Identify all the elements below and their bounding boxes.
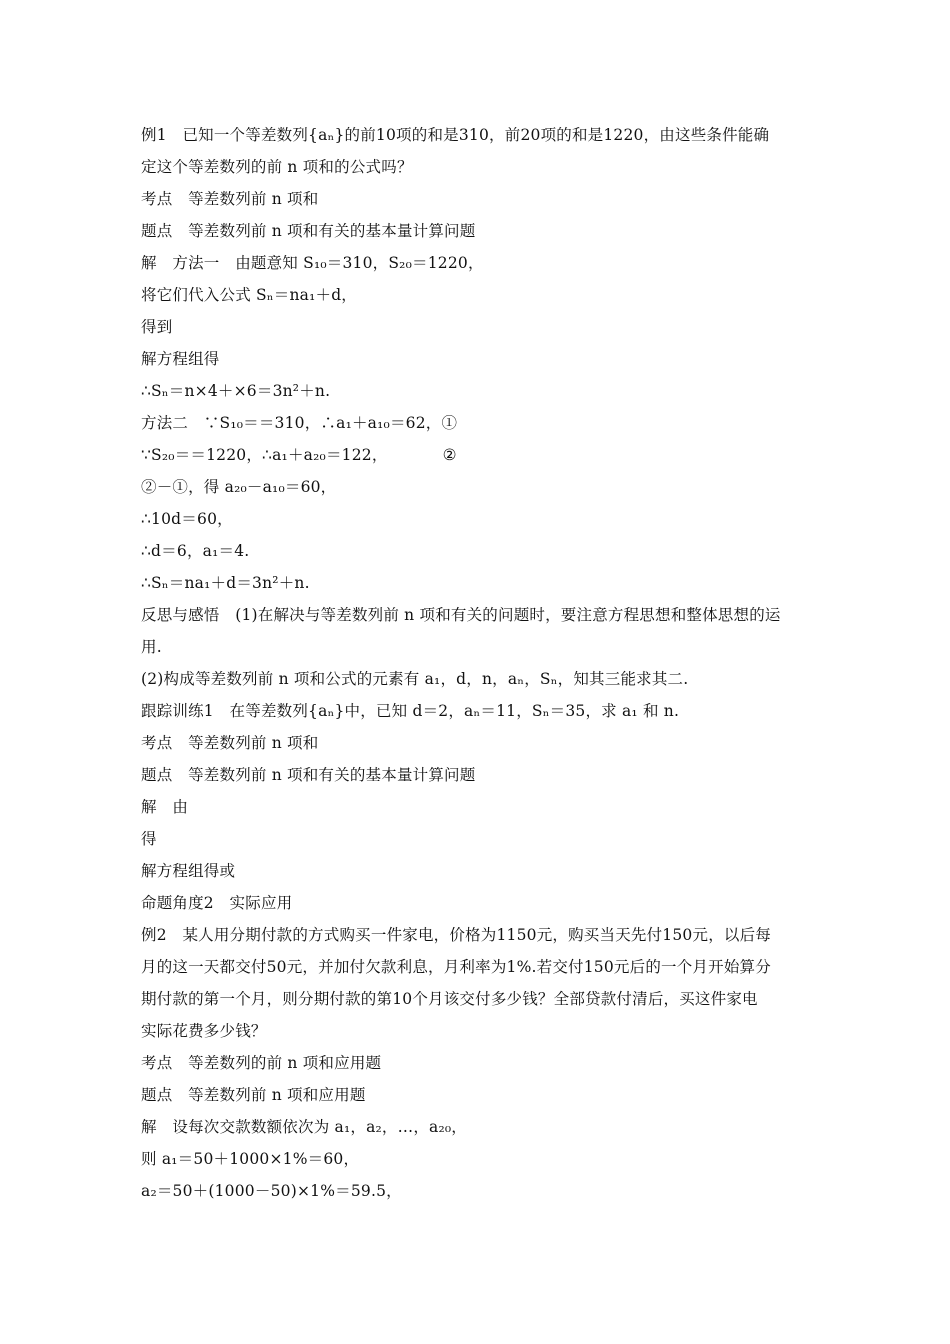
text-line: 解 方法一 由题意知 S₁₀＝310，S₂₀＝1220， <box>141 254 484 272</box>
text-line: 题点 等差数列前 n 项和有关的基本量计算问题 <box>141 766 476 784</box>
text-line: 题点 等差数列前 n 项和有关的基本量计算问题 <box>141 222 476 240</box>
text-line: ∴Sₙ＝n×4＋×6＝3n²＋n. <box>141 382 331 400</box>
text-line: ∴10d＝60， <box>141 510 233 528</box>
text-line: 用. <box>141 638 162 656</box>
text-line: 例1 已知一个等差数列{aₙ}的前10项的和是310，前20项的和是1220，由这些条件能确 <box>141 126 770 144</box>
text-line: 解方程组得或 <box>141 862 236 880</box>
text-line: 解方程组得 <box>141 350 220 368</box>
text-line: 则 a₁＝50＋1000×1%＝60， <box>141 1150 360 1168</box>
text-line: ∴d＝6，a₁＝4. <box>141 542 250 560</box>
text-line: 月的这一天都交付50元，并加付欠款利息，月利率为1%.若交付150元后的一个月开始算分 <box>141 958 771 976</box>
text-line: 实际花费多少钱？ <box>141 1022 267 1040</box>
text-line: 解 设每次交款数额依次为 a₁，a₂，…，a₂₀， <box>141 1118 468 1136</box>
text-line: (2)构成等差数列前 n 项和公式的元素有 a₁，d，n，aₙ，Sₙ，知其三能求其二. <box>141 670 689 688</box>
text-line: 得到 <box>141 318 173 336</box>
text-line: ②－①，得 a₂₀－a₁₀＝60， <box>141 478 337 496</box>
text-line: 命题角度2 实际应用 <box>141 894 293 912</box>
text-line: ∴Sₙ＝na₁＋d＝3n²＋n. <box>141 574 310 592</box>
text-line: 反思与感悟 (1)在解决与等差数列前 n 项和有关的问题时，要注意方程思想和整体思想的运 <box>141 606 781 624</box>
text-line: 方法二 ∵S₁₀＝＝310，∴a₁＋a₁₀＝62，① <box>141 414 458 432</box>
text-line: a₂＝50＋(1000－50)×1%＝59.5， <box>141 1182 402 1200</box>
text-line: 将它们代入公式 Sₙ＝na₁＋d， <box>141 286 358 304</box>
text-line: 解 由 <box>141 798 189 816</box>
text-line: 考点 等差数列前 n 项和 <box>141 734 319 752</box>
text-line: ∵S₂₀＝＝1220，∴a₁＋a₂₀＝122， ② <box>141 446 457 464</box>
text-line: 得 <box>141 830 157 848</box>
text-line: 题点 等差数列前 n 项和应用题 <box>141 1086 366 1104</box>
text-line: 定这个等差数列的前 n 项和的公式吗？ <box>141 158 413 176</box>
text-line: 例2 某人用分期付款的方式购买一件家电，价格为1150元，购买当天先付150元，以后每 <box>141 926 771 944</box>
text-line: 期付款的第一个月，则分期付款的第10个月该交付多少钱？全部贷款付清后，买这件家电 <box>141 990 758 1008</box>
text-line: 考点 等差数列的前 n 项和应用题 <box>141 1054 382 1072</box>
text-line: 考点 等差数列前 n 项和 <box>141 190 319 208</box>
text-line: 跟踪训练1 在等差数列{aₙ}中，已知 d＝2，aₙ＝11，Sₙ＝35，求 a₁ 和 n. <box>141 702 680 720</box>
